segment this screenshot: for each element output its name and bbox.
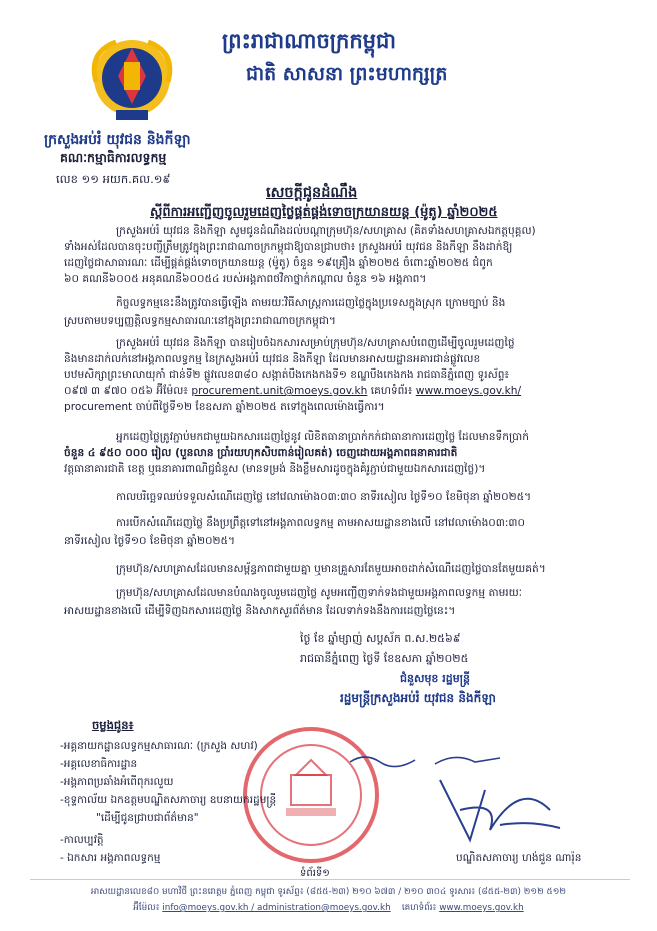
distribution-note: "ដើម្បីជូនជ្រាបជាព័ត៌មាន" xyxy=(96,812,199,824)
phone-and-email-label: ០៩៧ ៣ ៩៧០ ០៥៦ អ៊ីម៉ែល៖ xyxy=(64,385,188,397)
footer-website-label: គេហទំព័រ៖ xyxy=(401,903,437,913)
paragraph-line: ក្រសួងអប់រំ យុវជន និងកីឡា បានរៀបចំឯកសារសម្រាប់ក្រុមហ៊ុន/សហគ្រាសបំពេញដើម្បីចូលរួមដេញថ្លៃ xyxy=(116,337,515,349)
royal-title: ព្រះរាជាណាចក្រកម្ពុជា xyxy=(222,29,397,53)
footer-divider xyxy=(30,879,630,880)
paragraph-line: ការបើកសំណើដេញថ្លៃ នឹងប្រព្រឹត្តទៅនៅអង្គភាពលទ្ធកម្ម តាមអាសយដ្ឋានខាងលើ នៅវេលាម៉ោង០៣:៣០ xyxy=(116,517,525,529)
paragraph-line xyxy=(64,384,521,398)
footer-website-link[interactable]: www.moeys.gov.kh xyxy=(439,903,524,913)
distribution-item: -អគ្គលេខាធិការដ្ឋាន xyxy=(60,758,138,770)
paragraph-line: អ្នកដេញថ្លៃត្រូវភ្ជាប់មកជាមួយឯកសារដេញថ្លៃនូវ លិខិតធានាប្រាក់កក់ជាធានាការដេញថ្លៃ ដែលមានទឹកប្រាក់ xyxy=(116,431,529,443)
paragraph-line: ចំនួន ៤ ៩៥០ ០០០ រៀល (បួនលាន ប្រាំរយហុកសិបពាន់រៀលគត់) ចេញដោយអង្គភាពធនាគារជាតិ xyxy=(64,447,458,459)
footer-contact-line xyxy=(0,902,657,915)
distribution-heading: ចម្លងជូន៖ xyxy=(92,718,134,732)
paragraph-line: ក្រុមហ៊ុន/សហគ្រាសដែលមានបំណងចូលរួមដេញថ្លៃ សូមអញ្ជើញទាក់ទងជាមួយអង្គភាពលទ្ធកម្ម តាមរយៈ xyxy=(116,587,522,599)
paragraph-line: កិច្ចលទ្ធកម្មនេះនឹងត្រូវបានធ្វើឡើង តាមរយៈវិធីសាស្ត្រការដេញថ្លៃក្នុងប្រទេសក្នុងស្រុក ក្រោមច្បាប់ និង xyxy=(116,297,506,309)
paragraph-line: ដេញថ្លៃជាសាធារណៈ ដើម្បីផ្គត់ផ្គង់ទោចក្រយានយន្ត (ម៉ូតូ) ចំនួន ១៩គ្រឿង ឆ្នាំ២០២៥ ចំពោះឆ្នាំ២០២៥ ជំពូក xyxy=(64,257,493,269)
distribution-item: -អង្គភាពប្រឆាំងអំពើពុករលួយ xyxy=(60,776,174,788)
paragraph-line: ទាំងអស់ដែលបានចុះបញ្ជីត្រឹមត្រូវក្នុងព្រះរាជាណាចក្រកម្ពុជាឱ្យបានជ្រាបថា៖ ក្រសួងអប់រំ យុវជន និងកីឡា នឹងដាក់ឱ្យ xyxy=(64,241,513,253)
committee-name: គណៈកម្មាធិការលទ្ធកម្ម xyxy=(60,150,167,165)
paragraph-line: កាលបរិច្ឆេទឈប់ទទួលសំណើដេញថ្លៃ នៅវេលាម៉ោង០៣:៣០ នាទីរសៀល ថ្ងៃទី១០ ខែមិថុនា ឆ្នាំ២០២៥។ xyxy=(116,491,532,503)
signer-position: រដ្ឋមន្ត្រីក្រសួងអប់រំ យុវជន និងកីឡា xyxy=(340,691,496,705)
paragraph-line: បឋមសិក្សាព្រះមាលាយុកាំ ជាន់ទី២ ផ្លូវលេខ៣៨០ សង្កាត់បឹងកេងកងទី១ ខណ្ឌបឹងកេងកង រាជធានីភ្នំពេញ ទូរស័ព្ទ៖ xyxy=(64,369,510,381)
handwritten-signature xyxy=(430,770,570,850)
paragraph-line: ស្របតាមបទប្បញ្ញត្តិលទ្ធកម្មសាធារណៈនៅក្នុងព្រះរាជាណាចក្រកម្ពុជា។ xyxy=(64,315,336,327)
paragraph-line: និងមានដាក់លក់នៅអង្គភាពលទ្ធកម្ម នៃក្រសួងអប់រំ យុវជន និងកីឡា ដែលមានអាសយដ្ឋានអគារជាន់ផ្លូវលេខ xyxy=(64,353,481,365)
page-number: ទំព័រទី១ xyxy=(300,868,330,879)
paragraph-line: procurement ចាប់ពីថ្ងៃទី១២ ខែឧសភា ឆ្នាំ២០២៥ តទៅក្នុងពេលម៉ោងធ្វើការ។ xyxy=(64,401,385,413)
footer-email-label: អ៊ីម៉ែល៖ xyxy=(133,903,160,913)
royal-motto: ជាតិ សាសនា ព្រះមហាក្សត្រ xyxy=(246,63,448,85)
paragraph-line: ក្រុមហ៊ុន/សហគ្រាសដែលមានសម្ព័ន្ធភាពជាមួយគ្នា ឬមានគ្រួសារតែមួយអាចដាក់សំណើដេញថ្លៃបានតែមួយគត់។ xyxy=(116,563,546,575)
notice-title: សេចក្តីជូនដំណឹង xyxy=(266,185,358,201)
ministry-name: ក្រសួងអប់រំ យុវជន និងកីឡា xyxy=(44,132,191,148)
signer-name: បណ្ឌិតសភាចារ្យ ហង់ជួន ណារ៉ុន xyxy=(456,852,582,864)
solar-date: រាជធានីភ្នំពេញ ថ្ងៃទី ខែឧសភា ឆ្នាំ២០២៥ xyxy=(300,652,469,665)
ministry-emblem-logo xyxy=(86,32,178,128)
lunar-date: ថ្ងៃ ខែ ឆ្នាំម្សាញ់ សប្តស័ក ព.ស.២៥៦៩ xyxy=(300,632,461,645)
notice-subtitle: ស្តីពីការអញ្ជើញចូលរួមដេញថ្លៃផ្គត់ផ្គង់ទោចក្រយានយន្ត (ម៉ូតូ) ឆ្នាំ២០២៥ xyxy=(150,205,498,220)
paragraph-line: ៦០ គណនី៦០០៥ អនុគណនី៦០០៥៤ របស់អង្គភាពថវិកាថ្នាក់កណ្តាល ចំនួន ១៦ អង្គភាព។ xyxy=(64,273,427,285)
distribution-item: - ឯកសារ អង្គភាពលទ្ធកម្ម xyxy=(60,852,161,864)
on-behalf-of-minister: ជំនួសមុខ រដ្ឋមន្ត្រី xyxy=(400,672,470,685)
footer-emails-link[interactable]: info@moeys.gov.kh / administration@moeys.gov.kh xyxy=(162,903,391,913)
distribution-item: -ខុទ្ទកាល័យ ឯកឧត្តមបណ្ឌិតសភាចារ្យ ឧបនាយករដ្ឋមន្ត្រី xyxy=(60,794,277,806)
procurement-website-link[interactable]: www.moeys.gov.kh/ xyxy=(415,385,522,397)
paragraph-line: អាសយដ្ឋានខាងលើ ដើម្បីទិញឯកសារដេញថ្លៃ និងសាកសួរព័ត៌មាន ដែលទាក់ទងនឹងការដេញថ្លៃនេះ។ xyxy=(64,605,456,617)
distribution-item: -កាលប្បវត្តិ xyxy=(60,834,104,846)
website-label: គេហទំព័រ៖ xyxy=(370,385,413,397)
paragraph-line: នាទីរសៀល ថ្ងៃទី១០ ខែមិថុនា ឆ្នាំ២០២៥។ xyxy=(64,535,236,547)
handwritten-date-scribble xyxy=(345,748,505,770)
footer-address: អាសយដ្ឋានលេខ៨០ មហាវិថី ព្រះនរោត្តម ភ្នំពេញ កម្ពុជា ទូរស័ព្ទ៖ (៨៥៥-២៣) ២១០ ៦៧៣ / ២១០ ៣០៤ ទូរសារ៖ (៨៥៥-២៣) ២១២ ៥១២ xyxy=(90,887,567,897)
paragraph-line: វត្តធានាគារជាតិ ខេត្ត ឬធនាគារពាណិជ្ជជំនួស (មានទម្រង់ និងខ្លឹមសារដូចក្នុងគំរូភ្ជាប់ជាមួយឯកសារដេញថ្លៃ)។ xyxy=(64,463,486,475)
reference-number: លេខ ១១ អយក.គល.១៩ xyxy=(56,172,171,186)
paragraph-line: ក្រសួងអប់រំ យុវជន និងកីឡា សូមជូនដំណឹងដល់បណ្តាក្រុមហ៊ុន/សហគ្រាស (គិតទាំងសហគ្រាសឯកត្តបុគ្គល) xyxy=(116,225,536,237)
procurement-email-link[interactable]: procurement.unit@moeys.gov.kh xyxy=(191,385,368,397)
distribution-item: -អគ្គនាយកដ្ឋានលទ្ធកម្មសាធារណៈ (ក្រសួង សហវ) xyxy=(60,740,258,752)
